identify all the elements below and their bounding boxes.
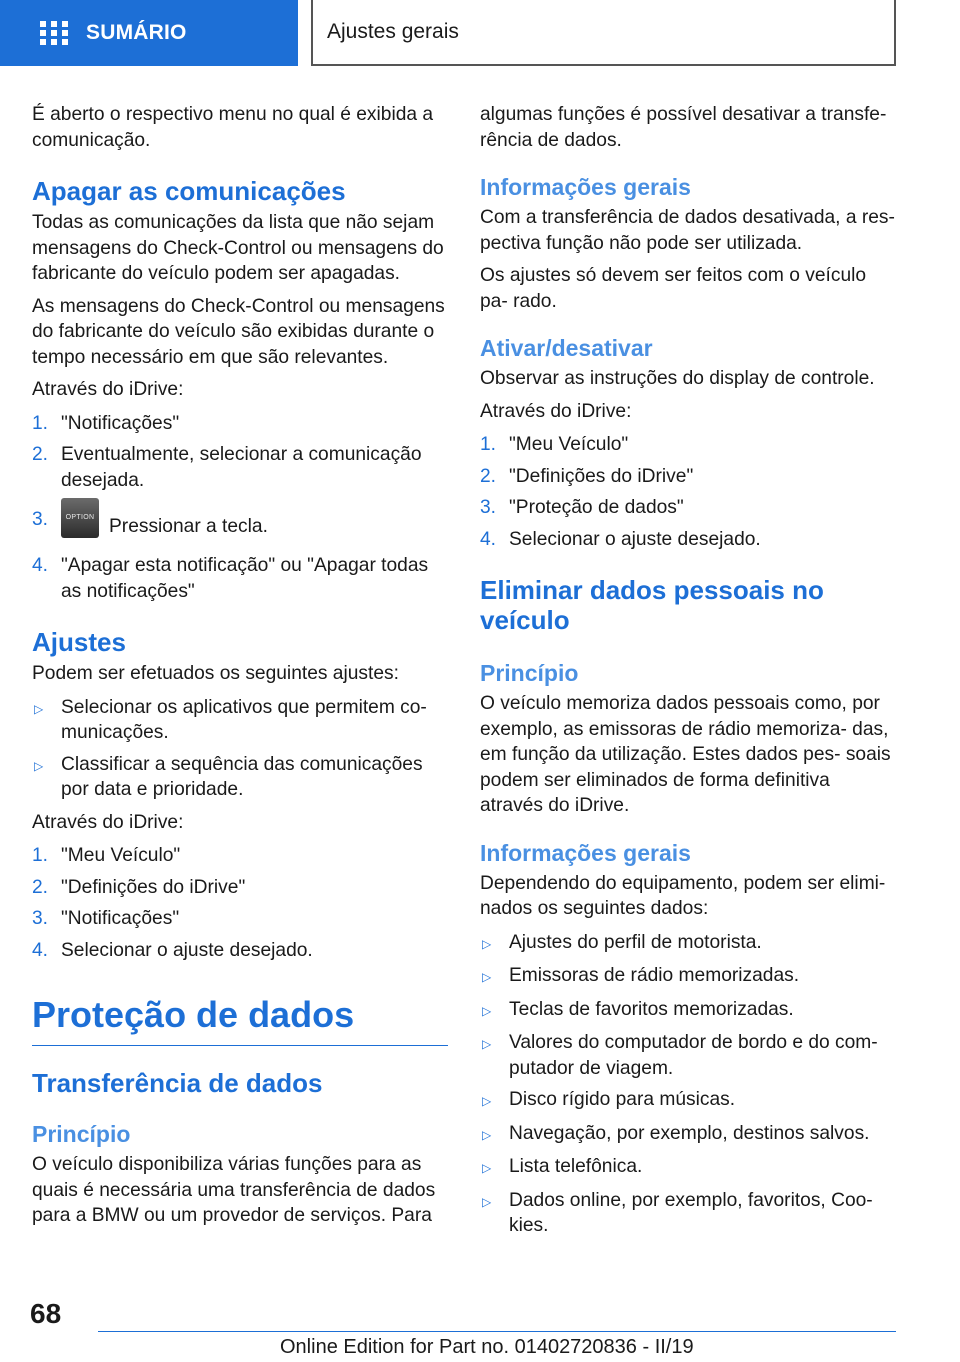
list-item: 2. "Definições do iDrive" <box>480 465 694 487</box>
ativar-via: Através do iDrive: <box>480 400 632 422</box>
list-item: ▷ Navegação, por exemplo, destinos salvos. <box>480 1121 896 1149</box>
eliminar-paragraph-1: O veículo memoriza dados pessoais como, por exemplo, as emissoras de rádio memoriza- das, em função da utilização. Estes dados pes- soais podem ser eliminados de forma definitiva através do iDrive. <box>480 693 891 816</box>
left-column <box>32 102 448 1236</box>
triangle-bullet-icon: ▷ <box>482 1003 492 1018</box>
heading-protecao: Proteção de dados <box>32 994 355 1035</box>
list-item: 3. "Notificações" <box>32 908 180 929</box>
triangle-bullet-icon: ▷ <box>482 1094 492 1108</box>
triangle-bullet-icon: ▷ <box>482 970 492 984</box>
list-item: 4. "Apagar esta notificação" ou "Apagar todas as notificações" <box>32 555 429 602</box>
list-item: 1. "Notificações" <box>32 412 180 434</box>
eliminar-bullets <box>480 930 896 1239</box>
summary-nav-button[interactable] <box>0 0 298 66</box>
apagar-paragraph-2: As mensagens do Check-Control ou mensagens do fabricante do veículo são exibidas durante o tempo necessário em que são relevantes. <box>32 295 445 368</box>
ajustes-paragraph: Podem ser efetuados os seguintes ajustes: <box>32 663 399 684</box>
triangle-bullet-icon: ▷ <box>482 936 492 951</box>
list-item: 2. "Definições do iDrive" <box>32 876 246 898</box>
heading-apagar: Apagar as comunicações <box>32 176 346 206</box>
heading-ajustes: Ajustes <box>32 627 126 657</box>
list-item: 2. Eventualmente, selecionar a comunicação desejada. <box>32 444 422 491</box>
apagar-paragraph-1: Todas as comunicações da lista que não sejam mensagens do Check-Control ou mensagens do fabricante do veículo podem ser apagadas. <box>32 212 444 284</box>
eliminar-paragraph-2: Dependendo do equipamento, podem ser elimi- nados os seguintes dados: <box>480 872 886 919</box>
apagar-steps <box>32 411 448 605</box>
list-item: 1. "Meu Veículo" <box>480 434 629 455</box>
list-item: 4. Selecionar o ajuste desejado. <box>480 528 761 550</box>
footer-divider <box>98 1331 896 1332</box>
right-column <box>480 102 896 1246</box>
heading-divider <box>32 1045 448 1046</box>
info-paragraph-1: Com a transferência de dados desativada, a res- pectiva função não pode ser utilizada. <box>480 207 895 254</box>
list-item: ▷ Teclas de favoritos memorizadas. <box>480 997 896 1025</box>
list-item: 3. OPTION Pressionar a tecla. <box>32 507 448 547</box>
list-item: 4. Selecionar o ajuste desejado. <box>32 939 313 961</box>
list-item: ▷ Lista telefônica. <box>480 1154 896 1182</box>
list-item: ▷ Emissoras de rádio memorizadas. <box>480 963 896 991</box>
section-header <box>311 0 896 66</box>
intro-paragraph: É aberto o respectivo menu no qual é exibida a comunicação. <box>32 104 434 151</box>
grid-menu-icon <box>40 21 68 45</box>
list-item: ▷ Dados online, por exemplo, favoritos, Coo- kies. <box>480 1188 896 1239</box>
ajustes-via: Através do iDrive: <box>32 811 184 833</box>
list-item: ▷ Ajustes do perfil de motorista. <box>480 930 896 958</box>
heading-principio-2: Princípio <box>480 660 579 686</box>
principio-paragraph: O veículo disponibiliza várias funções para as quais é necessária uma transferência de dados para a BMW ou um provedor de serviços. Para <box>32 1154 436 1226</box>
ativar-paragraph: Observar as instruções do display de controle. <box>480 368 875 389</box>
heading-principio: Princípio <box>32 1121 131 1147</box>
section-title: Ajustes gerais <box>327 20 459 43</box>
list-item: 3. "Proteção de dados" <box>480 497 684 518</box>
list-item: ▷ Classificar a sequência das comunicações por data e prioridade. <box>32 752 448 803</box>
heading-ativar: Ativar/desativar <box>480 335 653 361</box>
option-key-icon: OPTION <box>61 498 99 538</box>
heading-informacoes-gerais-2: Informações gerais <box>480 839 691 866</box>
info-paragraph-2: Os ajustes só devem ser feitos com o veículo pa- rado. <box>480 265 867 312</box>
triangle-bullet-icon: ▷ <box>482 1194 492 1209</box>
heading-transferencia: Transferência de dados <box>32 1068 323 1098</box>
apagar-via: Através do iDrive: <box>32 379 184 400</box>
ajustes-steps <box>32 843 448 963</box>
list-item: ▷ Selecionar os aplicativos que permitem co- municações. <box>32 695 448 746</box>
triangle-bullet-icon: ▷ <box>482 1127 492 1142</box>
heading-informacoes-gerais: Informações gerais <box>480 174 691 200</box>
list-item: ▷ Disco rígido para músicas. <box>480 1087 896 1115</box>
triangle-bullet-icon: ▷ <box>482 1037 492 1051</box>
ativar-steps <box>480 432 896 552</box>
heading-eliminar: Eliminar dados pessoais no veículo <box>480 575 824 635</box>
triangle-bullet-icon: ▷ <box>482 1161 492 1175</box>
list-item: 1. "Meu Veículo" <box>32 845 181 866</box>
edition-footer: Online Edition for Part no. 01402720836 - II/19 <box>280 1336 694 1358</box>
page-number: 68 <box>30 1298 62 1329</box>
triangle-bullet-icon: ▷ <box>34 758 44 773</box>
ajustes-bullets <box>32 695 448 803</box>
list-item: ▷ Valores do computador de bordo e do com- putador de viagem. <box>480 1030 896 1081</box>
summary-nav-label: SUMÁRIO <box>86 21 187 44</box>
triangle-bullet-icon: ▷ <box>34 701 44 716</box>
continued-paragraph: algumas funções é possível desativar a transfe- rência de dados. <box>480 104 887 151</box>
